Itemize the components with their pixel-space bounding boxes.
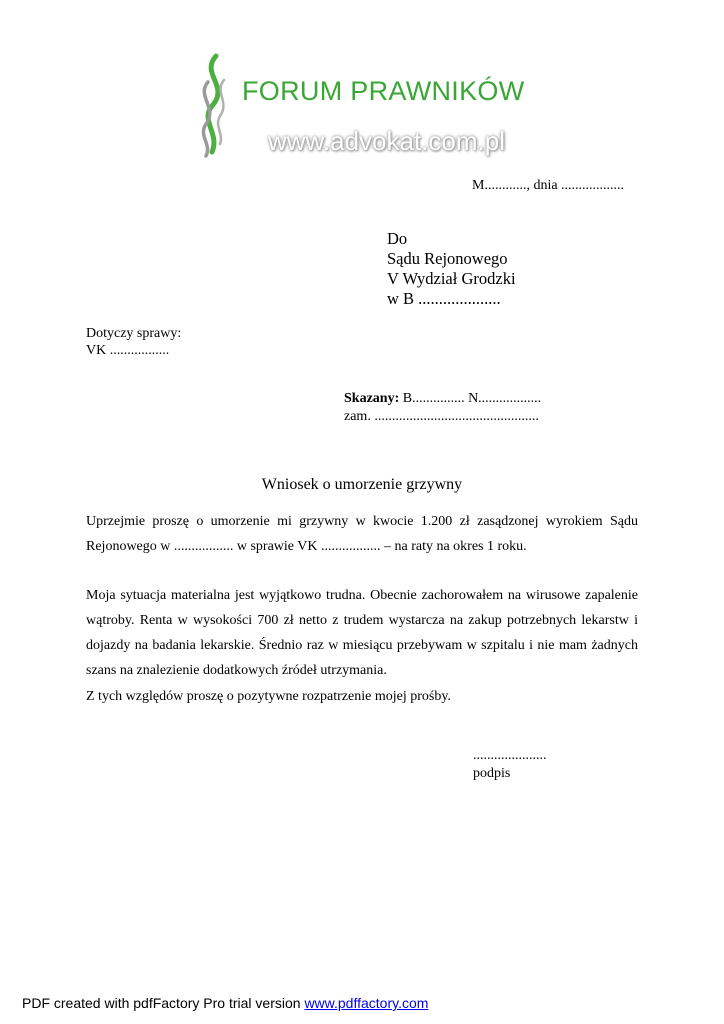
paragraph-request: Uprzejmie proszę o umorzenie mi grzywny w kwocie 1.200 zł zasądzonej wyrokiem Sądu Rejonowego w ................. w sprawie VK ................. – na raty na okres 1 roku. (86, 514, 638, 554)
recipient-line-4: w B .................... (387, 289, 501, 308)
convict-address: zam. ............................................... (344, 409, 539, 424)
case-number: VK ................. (86, 343, 170, 358)
recipient-line-1: Do (387, 229, 408, 248)
paragraph-justification: Moja sytuacja materialna jest wyjątkowo trudna. Obecnie zachorowałem na wirusowe zapalenie wątroby. Renta w wysokości 700 zł netto z trudem wystarcza na zakup potrzebnych lekarstw i dojazdy na badania lekarskie. Średnio raz w miesiącu przebywam w szpitalu i nie mam żadnych szans na znalezienie dodatkowych źródeł utrzymania. (86, 588, 638, 678)
pdf-footer (22, 995, 428, 1011)
case-reference (86, 325, 181, 359)
logo-title: FORUM PRAWNIKÓW (242, 76, 525, 106)
logo-swirl-icon (190, 52, 240, 162)
recipient-line-2: Sądu Rejonowego (387, 249, 508, 268)
convict-label: Skazany: (344, 391, 400, 406)
recipient-line-3: V Wydział Grodzki (387, 269, 516, 288)
logo-url: www.advokat.com.pl (268, 126, 505, 156)
signature-block (473, 747, 547, 783)
case-label: Dotyczy sprawy: (86, 326, 182, 341)
forum-prawnikow-logo (190, 52, 540, 162)
signature-label: podpis (473, 766, 511, 781)
paragraph-closing: Z tych względów proszę o pozytywne rozpatrzenie mojej prośby. (86, 689, 451, 704)
document-title: Wniosek o umorzenie grzywny (261, 476, 463, 493)
convict-block (344, 390, 541, 426)
footer-text: PDF created with pdfFactory Pro trial version (22, 995, 305, 1011)
recipient-address (387, 229, 516, 309)
place-date: M............, dnia .................. (472, 178, 625, 193)
signature-dots: ..................... (473, 748, 547, 763)
convict-name: B............... N.................. (399, 391, 542, 406)
convict-name-line (344, 390, 541, 408)
footer-link[interactable]: www.pdffactory.com (304, 995, 429, 1011)
